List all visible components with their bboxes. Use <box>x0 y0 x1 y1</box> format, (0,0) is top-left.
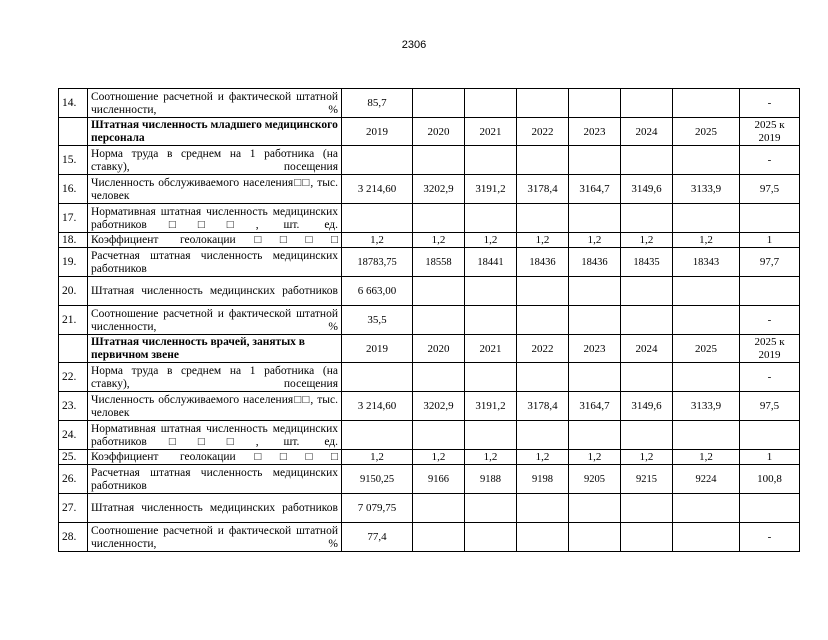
value-cell: 85,7 <box>342 89 413 118</box>
row-number: 22. <box>59 363 88 392</box>
value-cell: 1,2 <box>517 233 569 248</box>
table-row <box>59 204 800 233</box>
row-number: 20. <box>59 277 88 306</box>
value-cell <box>517 421 569 450</box>
value-cell: 18441 <box>465 248 517 277</box>
value-cell: 1,2 <box>673 450 740 465</box>
row-number: 17. <box>59 204 88 233</box>
value-cell <box>465 306 517 335</box>
value-cell: 18436 <box>517 248 569 277</box>
table-row <box>59 277 800 306</box>
value-cell: - <box>740 523 800 552</box>
row-number: 15. <box>59 146 88 175</box>
value-cell <box>413 204 465 233</box>
value-cell <box>673 523 740 552</box>
value-cell <box>413 277 465 306</box>
value-cell: 9166 <box>413 465 465 494</box>
value-cell <box>621 277 673 306</box>
year-header-cell: 2025 к 2019 <box>740 335 800 363</box>
value-cell <box>740 421 800 450</box>
table-row <box>59 421 800 450</box>
value-cell: 18343 <box>673 248 740 277</box>
value-cell <box>673 306 740 335</box>
row-label: Соотношение расчетной и фактической штатной численности, % <box>88 89 342 118</box>
table-row <box>59 363 800 392</box>
table-row <box>59 450 800 465</box>
value-cell <box>413 306 465 335</box>
value-cell <box>517 277 569 306</box>
value-cell: 3178,4 <box>517 392 569 421</box>
value-cell: 9198 <box>517 465 569 494</box>
row-number: 27. <box>59 494 88 523</box>
value-cell <box>569 277 621 306</box>
value-cell <box>569 146 621 175</box>
value-cell: 3164,7 <box>569 175 621 204</box>
value-cell: 9224 <box>673 465 740 494</box>
value-cell: 1,2 <box>621 450 673 465</box>
year-header-cell: 2022 <box>517 335 569 363</box>
section-header-number-cell <box>59 118 88 146</box>
table-row <box>59 494 800 523</box>
value-cell: - <box>740 306 800 335</box>
row-label: Норма труда в среднем на 1 работника (на ставку), посещения <box>88 363 342 392</box>
value-cell: 77,4 <box>342 523 413 552</box>
value-cell: 3202,9 <box>413 392 465 421</box>
value-cell <box>569 204 621 233</box>
year-header-cell: 2021 <box>465 335 517 363</box>
row-number: 14. <box>59 89 88 118</box>
value-cell: 3202,9 <box>413 175 465 204</box>
row-label: Коэффициент геолокации□□□□ <box>88 450 342 465</box>
year-header-cell: 2025 к 2019 <box>740 118 800 146</box>
value-cell: 18558 <box>413 248 465 277</box>
value-cell: 3191,2 <box>465 175 517 204</box>
value-cell: 1,2 <box>465 233 517 248</box>
year-header-cell: 2019 <box>342 335 413 363</box>
value-cell: 3164,7 <box>569 392 621 421</box>
value-cell <box>413 523 465 552</box>
table-row <box>59 233 800 248</box>
row-number: 24. <box>59 421 88 450</box>
value-cell: 1 <box>740 233 800 248</box>
value-cell: - <box>740 363 800 392</box>
row-number: 28. <box>59 523 88 552</box>
year-header-cell: 2023 <box>569 335 621 363</box>
value-cell <box>569 363 621 392</box>
value-cell: 1,2 <box>342 233 413 248</box>
value-cell: 35,5 <box>342 306 413 335</box>
value-cell: 6 663,00 <box>342 277 413 306</box>
row-number: 18. <box>59 233 88 248</box>
value-cell: 9150,25 <box>342 465 413 494</box>
value-cell: 3149,6 <box>621 175 673 204</box>
value-cell: 3191,2 <box>465 392 517 421</box>
row-number: 25. <box>59 450 88 465</box>
value-cell <box>413 146 465 175</box>
row-label: Коэффициент геолокации□□□□ <box>88 233 342 248</box>
value-cell: 1 <box>740 450 800 465</box>
staffing-table <box>58 88 800 552</box>
value-cell: 1,2 <box>621 233 673 248</box>
value-cell <box>569 523 621 552</box>
value-cell <box>621 494 673 523</box>
table-row <box>59 175 800 204</box>
table-row <box>59 146 800 175</box>
value-cell: 97,7 <box>740 248 800 277</box>
value-cell <box>517 146 569 175</box>
value-cell <box>673 204 740 233</box>
year-header-cell: 2025 <box>673 118 740 146</box>
value-cell: 3133,9 <box>673 392 740 421</box>
row-number: 23. <box>59 392 88 421</box>
row-label: Штатная численность медицинских работников <box>88 277 342 306</box>
value-cell <box>342 204 413 233</box>
value-cell: 1,2 <box>342 450 413 465</box>
value-cell <box>465 204 517 233</box>
value-cell: 9205 <box>569 465 621 494</box>
year-header-cell: 2023 <box>569 118 621 146</box>
year-header-cell: 2025 <box>673 335 740 363</box>
value-cell <box>569 306 621 335</box>
value-cell <box>673 146 740 175</box>
section-header-number-cell <box>59 335 88 363</box>
value-cell <box>465 89 517 118</box>
table-row <box>59 89 800 118</box>
value-cell <box>673 277 740 306</box>
year-header-cell: 2019 <box>342 118 413 146</box>
value-cell: 97,5 <box>740 392 800 421</box>
row-number: 21. <box>59 306 88 335</box>
value-cell: 100,8 <box>740 465 800 494</box>
value-cell <box>673 363 740 392</box>
value-cell <box>621 363 673 392</box>
value-cell: 1,2 <box>413 233 465 248</box>
row-label: Норма труда в среднем на 1 работника (на ставку), посещения <box>88 146 342 175</box>
table-row <box>59 248 800 277</box>
row-label: Соотношение расчетной и фактической штатной численности, % <box>88 306 342 335</box>
value-cell <box>673 421 740 450</box>
row-label: Численность обслуживаемого населения□□, тыс. человек <box>88 392 342 421</box>
value-cell: 7 079,75 <box>342 494 413 523</box>
value-cell <box>517 89 569 118</box>
row-label: Численность обслуживаемого населения□□, тыс. человек <box>88 175 342 204</box>
value-cell <box>413 421 465 450</box>
value-cell: 97,5 <box>740 175 800 204</box>
year-header-cell: 2024 <box>621 335 673 363</box>
table-row <box>59 465 800 494</box>
year-header-cell: 2022 <box>517 118 569 146</box>
year-header-cell: 2020 <box>413 335 465 363</box>
value-cell <box>342 146 413 175</box>
value-cell <box>517 363 569 392</box>
value-cell: 1,2 <box>465 450 517 465</box>
value-cell <box>740 277 800 306</box>
row-label: Расчетная штатная численность медицинских работников <box>88 465 342 494</box>
value-cell: 18436 <box>569 248 621 277</box>
table-row <box>59 523 800 552</box>
value-cell: - <box>740 89 800 118</box>
value-cell: - <box>740 146 800 175</box>
section-header-title: Штатная численность младшего медицинского персонала <box>88 118 342 146</box>
value-cell <box>465 277 517 306</box>
value-cell <box>621 89 673 118</box>
value-cell: 9188 <box>465 465 517 494</box>
value-cell: 3 214,60 <box>342 175 413 204</box>
value-cell <box>569 494 621 523</box>
value-cell: 3178,4 <box>517 175 569 204</box>
value-cell: 18783,75 <box>342 248 413 277</box>
value-cell <box>413 89 465 118</box>
value-cell <box>569 421 621 450</box>
value-cell <box>465 523 517 552</box>
value-cell: 3133,9 <box>673 175 740 204</box>
value-cell: 1,2 <box>569 233 621 248</box>
value-cell: 1,2 <box>517 450 569 465</box>
value-cell <box>517 204 569 233</box>
value-cell <box>517 523 569 552</box>
value-cell <box>413 363 465 392</box>
value-cell <box>673 89 740 118</box>
value-cell <box>569 89 621 118</box>
value-cell <box>413 494 465 523</box>
value-cell: 1,2 <box>569 450 621 465</box>
value-cell: 9215 <box>621 465 673 494</box>
value-cell <box>740 204 800 233</box>
page-number: 2306 <box>401 39 427 51</box>
row-label: Штатная численность медицинских работников <box>88 494 342 523</box>
value-cell: 3149,6 <box>621 392 673 421</box>
value-cell: 1,2 <box>413 450 465 465</box>
section-header-title: Штатная численность врачей, занятых в первичном звене <box>88 335 342 363</box>
value-cell <box>342 363 413 392</box>
value-cell: 3 214,60 <box>342 392 413 421</box>
value-cell <box>465 494 517 523</box>
value-cell: 1,2 <box>673 233 740 248</box>
value-cell <box>740 494 800 523</box>
value-cell <box>342 421 413 450</box>
year-header-cell: 2024 <box>621 118 673 146</box>
row-label: Расчетная штатная численность медицинских работников <box>88 248 342 277</box>
row-label: Нормативная штатная численность медицинских работников□□□, шт. ед. <box>88 204 342 233</box>
value-cell <box>517 494 569 523</box>
value-cell <box>465 363 517 392</box>
row-number: 26. <box>59 465 88 494</box>
table-row <box>59 306 800 335</box>
year-header-cell: 2021 <box>465 118 517 146</box>
value-cell <box>621 306 673 335</box>
row-number: 19. <box>59 248 88 277</box>
value-cell <box>673 494 740 523</box>
row-label: Соотношение расчетной и фактической штатной численности, % <box>88 523 342 552</box>
value-cell: 18435 <box>621 248 673 277</box>
table-row <box>59 392 800 421</box>
value-cell <box>621 421 673 450</box>
section-header-row <box>59 118 800 146</box>
section-header-row <box>59 335 800 363</box>
value-cell <box>621 523 673 552</box>
row-number: 16. <box>59 175 88 204</box>
value-cell <box>465 146 517 175</box>
value-cell <box>517 306 569 335</box>
value-cell <box>621 146 673 175</box>
value-cell <box>465 421 517 450</box>
row-label: Нормативная штатная численность медицинских работников□□□, шт. ед. <box>88 421 342 450</box>
year-header-cell: 2020 <box>413 118 465 146</box>
value-cell <box>621 204 673 233</box>
